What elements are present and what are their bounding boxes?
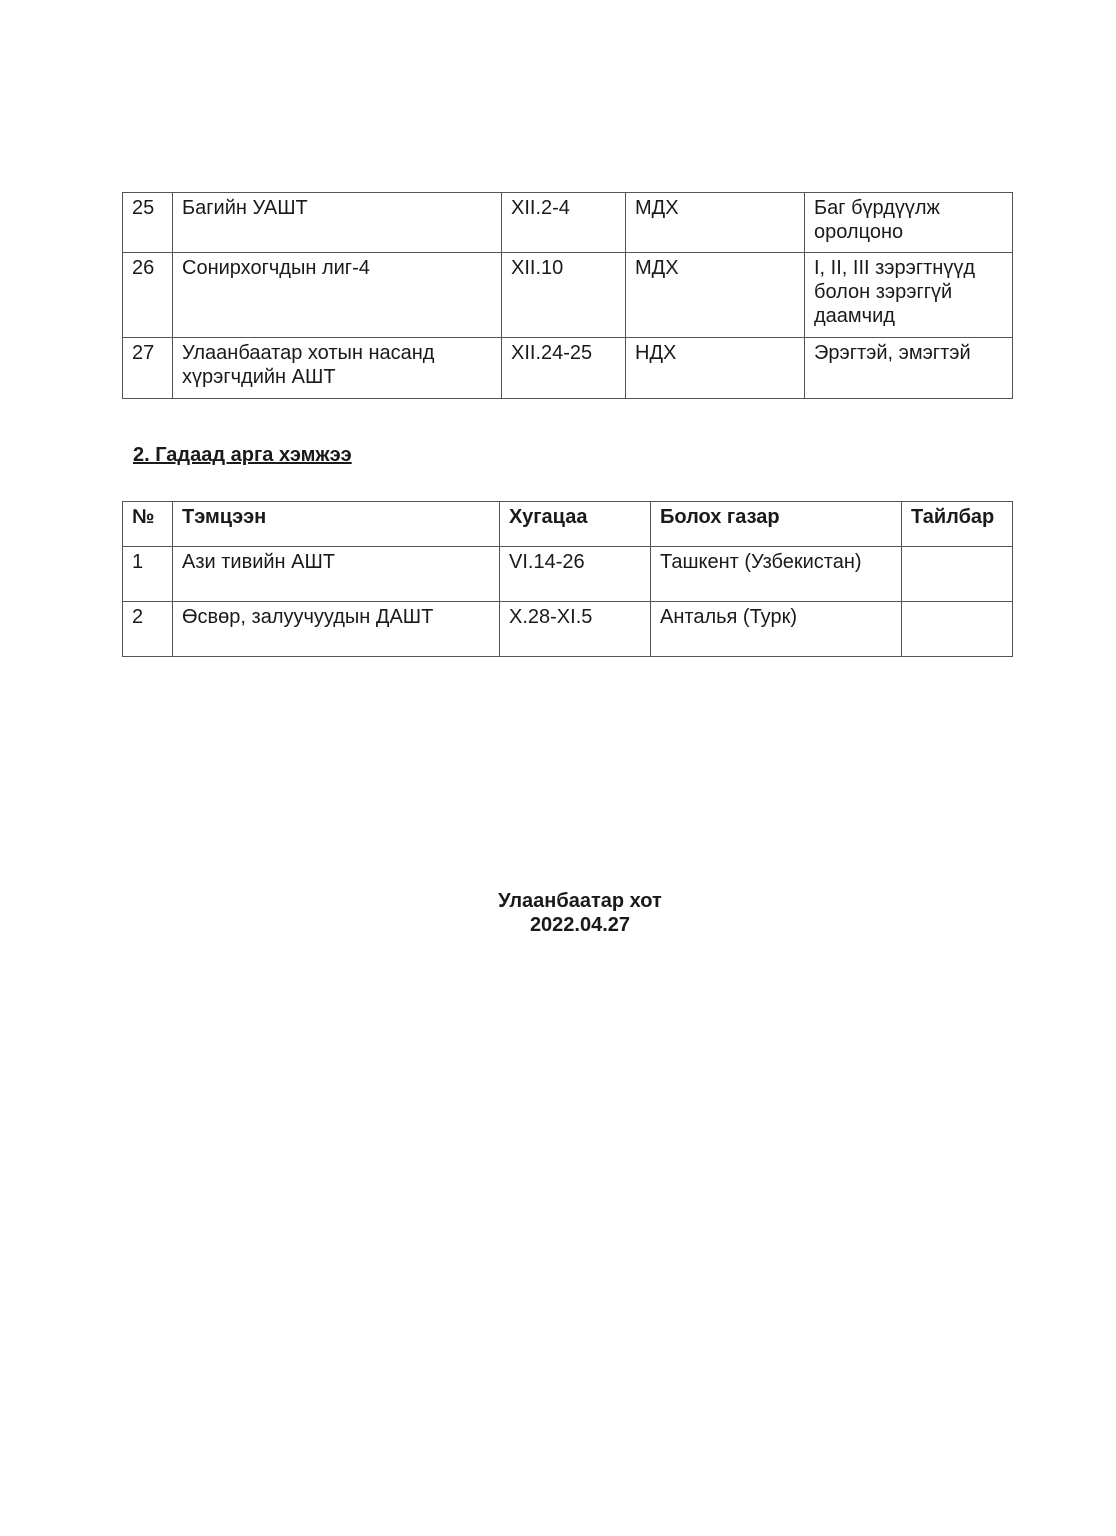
row-number: 27 <box>123 338 173 399</box>
footer-date: 2022.04.27 <box>529 914 631 936</box>
event-level: МДХ <box>626 193 805 253</box>
event-note <box>902 602 1013 657</box>
event-name: Ази тивийн АШТ <box>173 547 500 602</box>
event-name: Сонирхогчдын лиг-4 <box>173 253 502 338</box>
event-date: VI.14-26 <box>500 547 651 602</box>
row-number: 1 <box>123 547 173 602</box>
domestic-events-table <box>122 192 1013 399</box>
row-number: 2 <box>123 602 173 657</box>
column-header-no: № <box>123 502 173 547</box>
event-name: Өсвөр, залуучуудын ДАШТ <box>173 602 500 657</box>
event-level: МДХ <box>626 253 805 338</box>
event-name: Улаанбаатар хотын насанд хүрэгчдийн АШТ <box>173 338 502 399</box>
column-header-event: Тэмцээн <box>173 502 500 547</box>
column-header-date: Хугацаа <box>500 502 651 547</box>
table-row <box>123 253 1013 338</box>
event-place: Анталья (Турк) <box>651 602 902 657</box>
table-row <box>123 602 1013 657</box>
section-title: 2. Гадаад арга хэмжээ <box>133 444 352 466</box>
event-note: Баг бүрдүүлж оролцоно <box>805 193 1013 253</box>
table-row <box>123 193 1013 253</box>
event-note: I, II, III зэрэгтнүүд болон зэрэггүй даамчид <box>805 253 1013 338</box>
event-note: Эрэгтэй, эмэгтэй <box>805 338 1013 399</box>
column-header-place: Болох газар <box>651 502 902 547</box>
event-name: Багийн УАШТ <box>173 193 502 253</box>
row-number: 26 <box>123 253 173 338</box>
event-date: XII.2-4 <box>502 193 626 253</box>
table-row <box>123 547 1013 602</box>
event-level: НДХ <box>626 338 805 399</box>
event-date: XII.24-25 <box>502 338 626 399</box>
column-header-note: Тайлбар <box>902 502 1013 547</box>
foreign-events-table <box>122 501 1013 657</box>
document-footer <box>380 889 780 937</box>
event-place: Ташкент (Узбекистан) <box>651 547 902 602</box>
row-number: 25 <box>123 193 173 253</box>
event-note <box>902 547 1013 602</box>
table-row <box>123 338 1013 399</box>
footer-city: Улаанбаатар хот <box>498 890 662 912</box>
header-row <box>123 502 1013 547</box>
event-date: X.28-XI.5 <box>500 602 651 657</box>
event-date: XII.10 <box>502 253 626 338</box>
